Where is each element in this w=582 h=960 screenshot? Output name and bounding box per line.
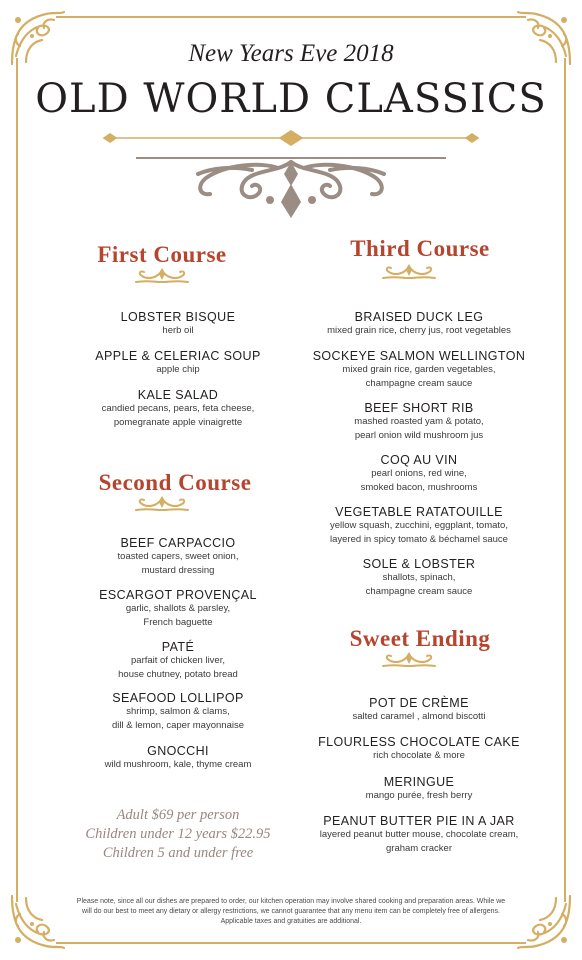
item-description: parfait of chicken liver, [131, 655, 225, 666]
menu-item [300, 453, 538, 494]
first-course-heading: First Course [97, 242, 227, 267]
item-description: toasted capers, sweet onion, [117, 551, 239, 562]
item-description: smoked bacon, mushrooms [360, 481, 478, 493]
menu-item [300, 310, 538, 338]
menu-item [60, 691, 296, 732]
notice-line: will do our best to meet any dietary or allergy restrictions, we cannot guarantee that any menu item can be completely free of allergens. [82, 908, 500, 915]
notice-line: Applicable taxes and gratuities are additional. [220, 918, 362, 925]
item-description: champagne cream sauce [365, 585, 473, 597]
second-course-heading: Second Course [98, 470, 252, 495]
item-name: SOCKEYE SALMON WELLINGTON [312, 349, 526, 363]
item-description: pearl onions, red wine, [371, 468, 467, 479]
item-name: KALE SALAD [137, 388, 219, 402]
item-name: MERINGUE [383, 775, 455, 789]
frame-right-border [564, 58, 566, 902]
item-description: garlic, shallots & parsley, [125, 603, 231, 614]
item-name: BEEF SHORT RIB [364, 401, 474, 415]
item-name: FLOURLESS CHOCOLATE CAKE [318, 735, 520, 749]
first-course-scroll-ornament-icon [132, 266, 192, 286]
third-course-scroll-ornament-icon [379, 262, 439, 282]
item-name: PATÉ [161, 640, 195, 654]
menu-item [60, 744, 296, 772]
frame-left-border [16, 58, 18, 902]
third-course-heading: Third Course [350, 236, 490, 261]
menu-item [60, 349, 296, 377]
item-name: COQ AU VIN [380, 453, 458, 467]
notice-line: Please note, since all our dishes are prepared to order, our kitchen operation may involve shared cooking and preparation areas. While we [76, 898, 506, 905]
item-description: champagne cream sauce [365, 377, 473, 389]
item-name: ESCARGOT PROVENÇAL [99, 588, 257, 602]
allergen-notice [58, 897, 524, 927]
pricing-block [40, 806, 316, 863]
item-description: salted caramel , almond biscotti [352, 711, 486, 722]
event-subtitle: New Years Eve 2018 [188, 40, 394, 67]
menu-item [300, 557, 538, 598]
item-description: layered peanut butter mouse, chocolate cream, [319, 829, 519, 840]
menu-title: OLD WORLD CLASSICS [35, 76, 547, 122]
item-name: LOBSTER BISQUE [120, 310, 236, 324]
item-name: BEEF CARPACCIO [120, 536, 236, 550]
menu-item [300, 735, 538, 763]
item-description: mango purée, fresh berry [365, 790, 473, 801]
item-name: SOLE & LOBSTER [362, 557, 476, 571]
sweet-ending-scroll-ornament-icon [379, 650, 439, 670]
item-description: mustard dressing [141, 564, 215, 576]
price-line: Adult $69 per person [116, 807, 240, 823]
price-line: Children 5 and under free [102, 845, 254, 861]
item-description: dill & lemon, caper mayonnaise [111, 719, 244, 731]
menu-item [60, 388, 296, 429]
item-name: SEAFOOD LOLLIPOP [112, 691, 244, 705]
item-name: APPLE & CELERIAC SOUP [95, 349, 261, 363]
item-description: layered in spicy tomato & béchamel sauce [330, 533, 508, 545]
menu-item [300, 814, 538, 855]
item-description: wild mushroom, kale, thyme cream [104, 759, 252, 770]
item-description: shrimp, salmon & clams, [126, 706, 230, 717]
item-name: PEANUT BUTTER PIE IN A JAR [323, 814, 515, 828]
item-description: house chutney, potato bread [118, 668, 238, 680]
item-description: mashed roasted yam & potato, [354, 416, 484, 427]
item-description: yellow squash, zucchini, eggplant, tomato, [330, 520, 508, 531]
item-description: French baguette [143, 616, 213, 628]
menu-item [60, 640, 296, 681]
menu-item [60, 536, 296, 577]
item-description: graham cracker [386, 842, 452, 854]
item-description: pomegranate apple vinaigrette [113, 416, 243, 428]
price-line: Children under 12 years $22.95 [85, 826, 271, 842]
item-name: BRAISED DUCK LEG [354, 310, 484, 324]
sweet-ending-heading: Sweet Ending [349, 626, 491, 651]
second-course-scroll-ornament-icon [132, 494, 192, 514]
menu-item [60, 310, 296, 338]
item-description: shallots, spinach, [382, 572, 456, 583]
menu-item [60, 588, 296, 629]
menu-item [300, 505, 538, 546]
item-name: POT DE CRÈME [369, 696, 469, 710]
item-description: candied pecans, pears, feta cheese, [101, 403, 255, 414]
item-description: rich chocolate & more [373, 750, 465, 761]
menu-item [300, 401, 538, 442]
item-name: VEGETABLE RATATOUILLE [335, 505, 503, 519]
item-description: apple chip [156, 364, 200, 375]
item-name: GNOCCHI [147, 744, 209, 758]
menu-item [300, 349, 538, 390]
menu-item [300, 696, 538, 724]
item-description: pearl onion wild mushroom jus [354, 429, 484, 441]
menu-item [300, 775, 538, 803]
item-description: herb oil [162, 325, 194, 336]
item-description: mixed grain rice, garden vegetables, [342, 364, 496, 375]
item-description: mixed grain rice, cherry jus, root vegetables [327, 325, 511, 336]
right-column [300, 0, 538, 960]
